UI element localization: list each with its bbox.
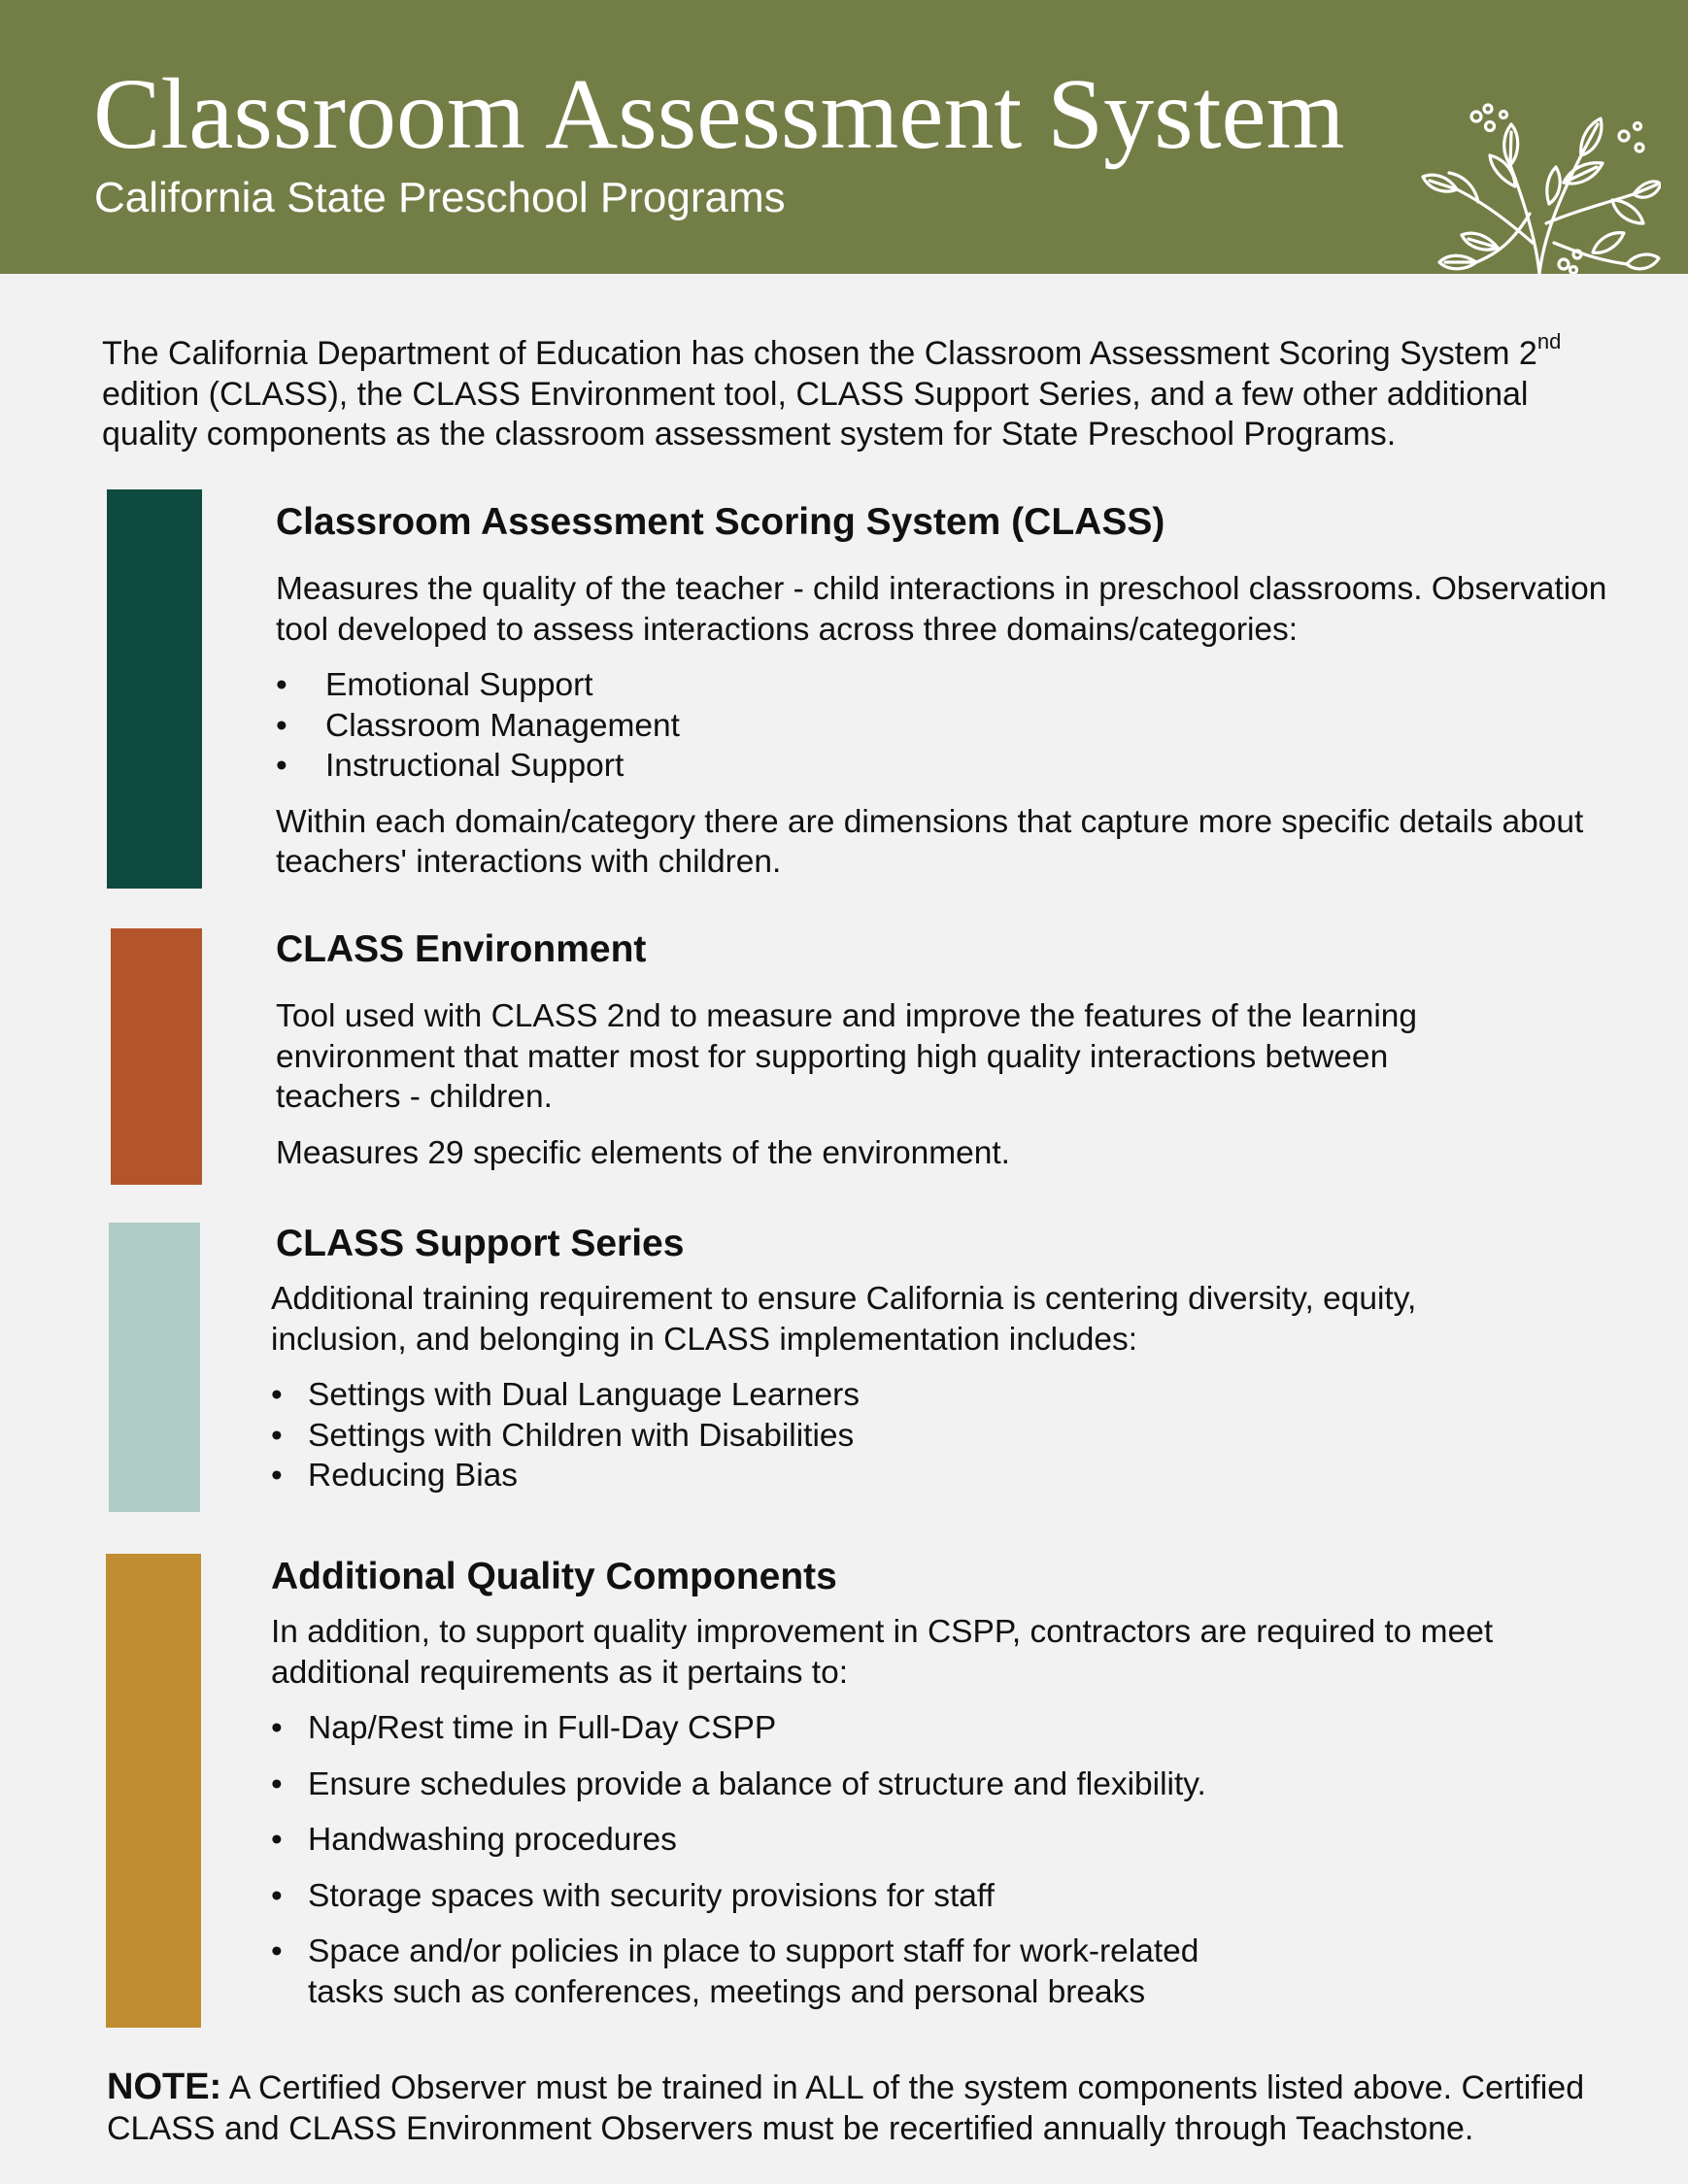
section-description: Measures the quality of the teacher - child interactions in preschool classrooms. Observation tool developed to assess interactions across three domains/categories: bbox=[276, 571, 1607, 648]
section-heading: Classroom Assessment Scoring System (CLASS) bbox=[276, 501, 1165, 543]
section-heading: CLASS Support Series bbox=[276, 1223, 685, 1264]
class-color-bar bbox=[107, 489, 202, 889]
list-item: • Settings with Children with Disabilities bbox=[271, 1417, 855, 1454]
list-item: • Ensure schedules provide a balance of structure and flexibility. bbox=[271, 1765, 1206, 1802]
page-subtitle: California State Preschool Programs bbox=[94, 174, 786, 221]
section-heading: CLASS Environment bbox=[276, 928, 647, 970]
bullet-list bbox=[271, 1375, 1538, 1496]
list-item: • Storage spaces with security provisions for staff bbox=[271, 1877, 995, 1914]
section-class-support-series bbox=[271, 1221, 1538, 1496]
section-closing: Measures 29 specific elements of the environment. bbox=[276, 1134, 1010, 1171]
intro-text-before: The California Department of Education has chosen the Classroom Assessment Scoring System 2 bbox=[102, 335, 1537, 372]
header-banner bbox=[0, 0, 1688, 274]
section-additional-quality-components bbox=[271, 1554, 1534, 2012]
section-description: In addition, to support quality improvement in CSPP, contractors are required to meet additional requirements as it pertains to: bbox=[271, 1614, 1494, 1691]
bullet-list bbox=[271, 1708, 1534, 2012]
list-item: • Space and/or policies in place to support staff for work-related tasks such as conferences, meetings and personal breaks bbox=[271, 1933, 1199, 2010]
list-item: • Classroom Management bbox=[276, 707, 680, 744]
note-label: NOTE: bbox=[107, 2066, 222, 2107]
quality-components-color-bar bbox=[106, 1554, 201, 2028]
section-class-environment bbox=[276, 926, 1500, 1173]
support-series-color-bar bbox=[109, 1223, 200, 1512]
section-description: Tool used with CLASS 2nd to measure and improve the features of the learning environment that matter most for supporting high quality interactions between teachers - children. bbox=[276, 998, 1418, 1115]
leafy-branch-icon bbox=[1418, 97, 1661, 274]
list-item: • Nap/Rest time in Full-Day CSPP bbox=[271, 1710, 777, 1746]
section-heading: Additional Quality Components bbox=[271, 1556, 837, 1597]
list-item: • Instructional Support bbox=[276, 748, 625, 784]
intro-text-after: edition (CLASS), the CLASS Environment tool, CLASS Support Series, and a few other additional quality components as the classroom assessment system for State Preschool Programs. bbox=[102, 375, 1529, 453]
note-text: A Certified Observer must be trained in ALL of the system components listed above. Certified CLASS and CLASS Environment Observers must be recertified annually through Teachstone. bbox=[107, 2069, 1585, 2147]
list-item: • Emotional Support bbox=[276, 667, 593, 703]
section-description: Additional training requirement to ensure California is centering diversity, equity, inclusion, and belonging in CLASS implementation includes: bbox=[271, 1281, 1417, 1358]
section-closing: Within each domain/category there are dimensions that capture more specific details about teachers' interactions with children. bbox=[276, 803, 1584, 880]
list-item: • Handwashing procedures bbox=[271, 1822, 677, 1858]
intro-paragraph bbox=[102, 328, 1617, 455]
bullet-list bbox=[276, 665, 1636, 787]
note-footer bbox=[107, 2066, 1661, 2149]
list-item: • Settings with Dual Language Learners bbox=[271, 1377, 861, 1413]
intro-superscript: nd bbox=[1536, 328, 1562, 353]
list-item: • Reducing Bias bbox=[271, 1458, 519, 1494]
section-class bbox=[276, 499, 1636, 883]
page-title: Classroom Assessment System bbox=[93, 58, 1345, 170]
environment-color-bar bbox=[111, 928, 202, 1185]
